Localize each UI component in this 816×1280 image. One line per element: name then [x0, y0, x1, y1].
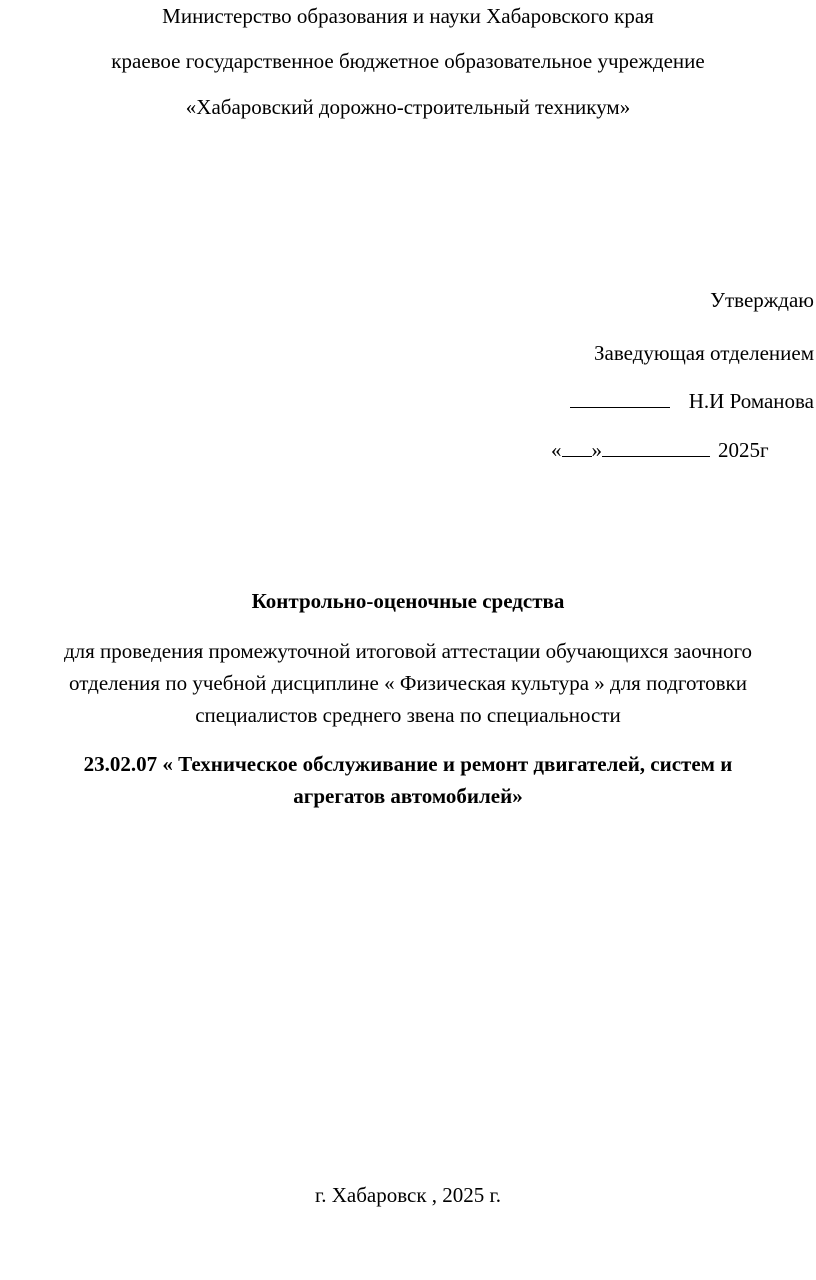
approval-date-line [551, 438, 769, 462]
date-quote-close: » [591, 438, 602, 462]
approver-position: Заведующая отделением [594, 341, 814, 365]
specialty-line-1: 23.02.07 « Техническое обслуживание и ремонт двигателей, систем и [83, 752, 733, 776]
specialty-line-2: агрегатов автомобилей» [293, 784, 523, 808]
description-line-1: для проведения промежуточной итоговой аттестации обучающихся заочного [63, 639, 753, 663]
approver-name: Н.И Романова [688, 389, 814, 413]
signature-blank [570, 389, 670, 408]
institution-name-line: «Хабаровский дорожно-строительный техникум» [185, 95, 631, 119]
approval-year: 2025г [718, 438, 769, 462]
description-line-3: специалистов среднего звена по специальности [195, 703, 621, 727]
description-line-2: отделения по учебной дисциплине « Физическая культура » для подготовки [69, 671, 747, 695]
ministry-line: Министерство образования и науки Хабаровского края [162, 4, 654, 28]
institution-type-line: краевое государственное бюджетное образовательное учреждение [111, 49, 705, 73]
day-blank [562, 438, 592, 457]
signature-line [570, 389, 814, 413]
document-title: Контрольно-оценочные средства [251, 589, 565, 613]
month-blank [602, 438, 710, 457]
date-quote-open: « [551, 438, 562, 462]
approve-label: Утверждаю [710, 288, 814, 312]
city-year: г. Хабаровск , 2025 г. [314, 1183, 502, 1207]
